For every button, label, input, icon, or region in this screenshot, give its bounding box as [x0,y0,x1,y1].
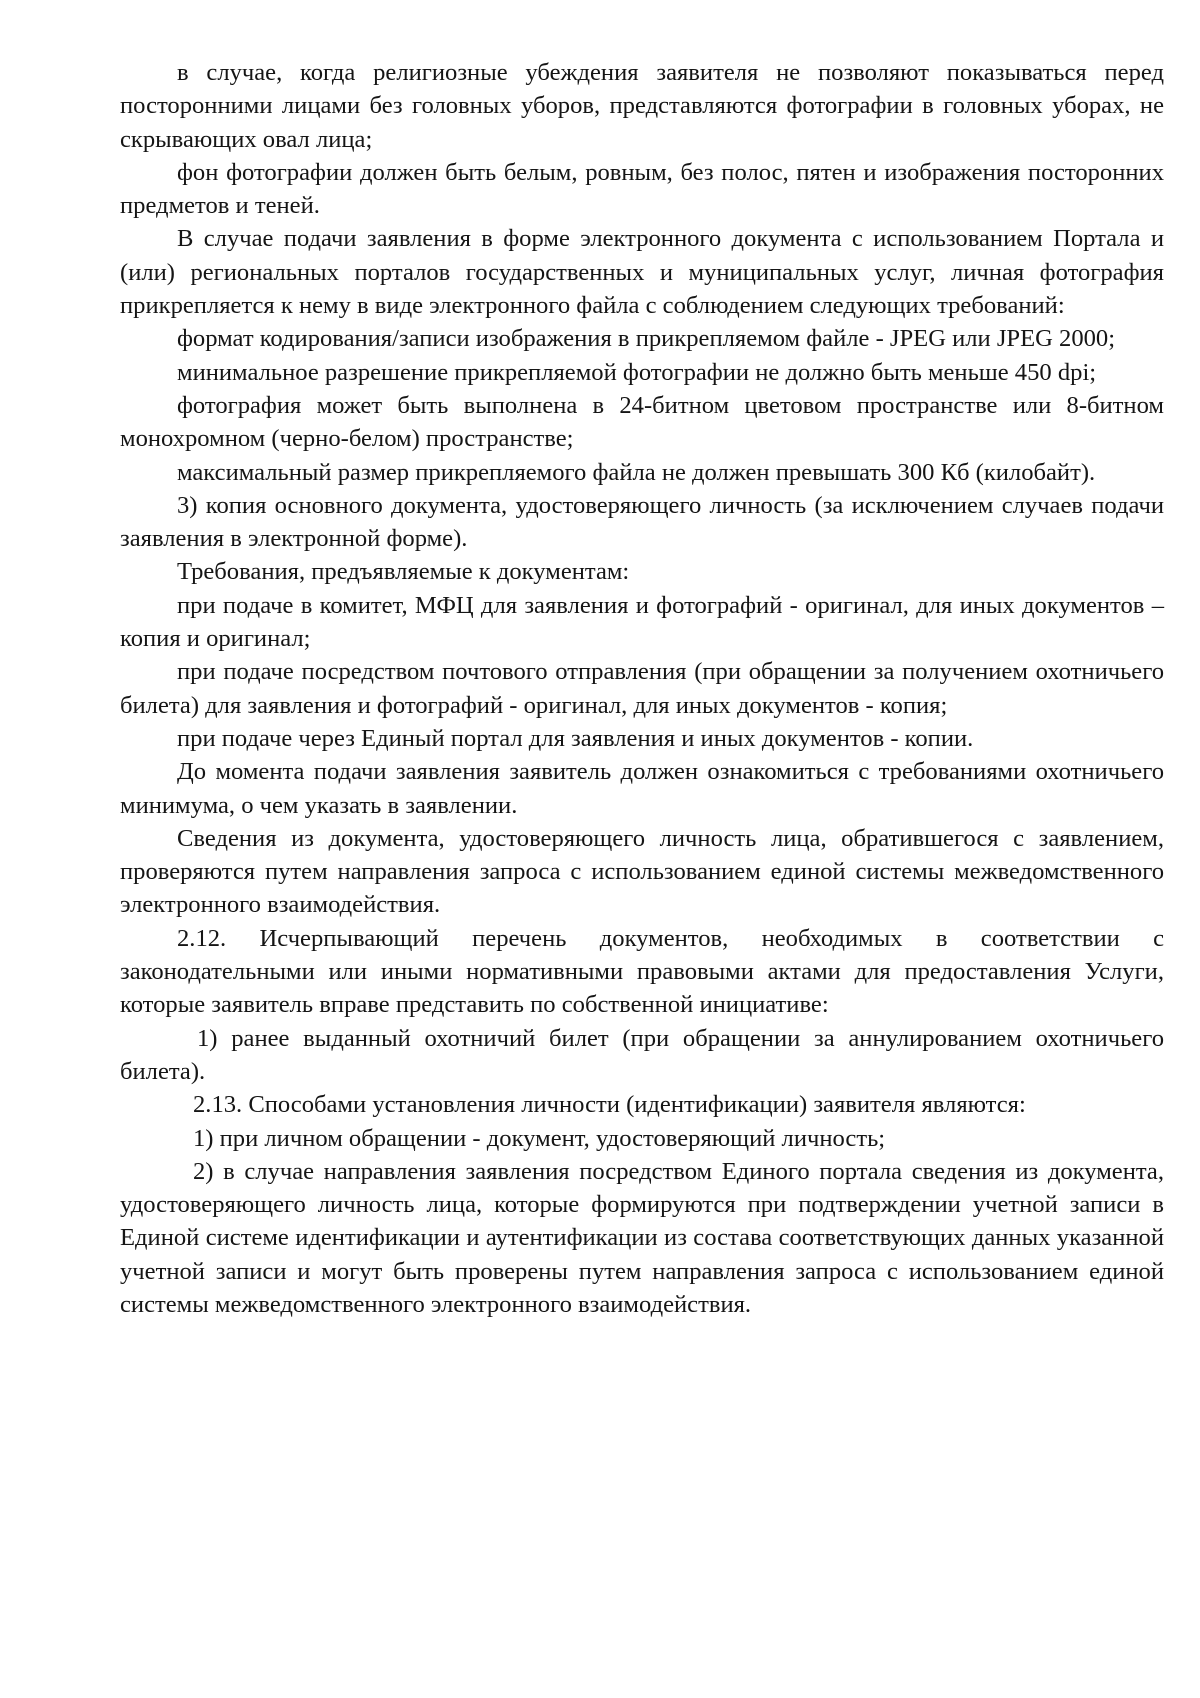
document-page [120,56,1164,1321]
paragraph-section-2-12: 2.12. Исчерпывающий перечень документов, необходимых в соответствии с законодательными или иными нормативными правовыми актами для предоставления Услуги, которые заявитель вправе представить по собственной инициативе: [120,924,1164,1019]
paragraph-personal-appeal: 1) при личном обращении - документ, удостоверяющий личность; [193,1124,886,1152]
paragraph-requirements-heading: Требования, предъявляемые к документам: [177,558,630,586]
paragraph-file-format: формат кодирования/записи изображения в прикрепляемом файле - JPEG или JPEG 2000; [177,325,1116,353]
paragraph-hunting-minimum: До момента подачи заявления заявитель должен ознакомиться с требованиями охотничьего минимума, о чем указать в заявлении. [120,758,1164,819]
paragraph-resolution: минимальное разрешение прикрепляемой фотографии не должно быть меньше 450 dpi; [177,358,1097,386]
paragraph-committee-submission: при подаче в комитет, МФЦ для заявления и фотографий - оригинал, для иных документов – копия и оригинал; [120,591,1164,653]
paragraph-identity-check: Сведения из документа, удостоверяющего личность лица, обратившегося с заявлением, проверяются путем направления запроса с использованием единой системы межведомственного электронного взаимодействия. [120,824,1164,919]
paragraph-unified-portal: 2) в случае направления заявления посредством Единого портала сведения из документа, удостоверяющего личность лица, которые формируются при подтверждении учетной записи в Единой системе идентификации и аутентификации из состава соответствующих данных указанной учетной записи и могут быть проверены путем направления запроса с использованием единой системы межведомственного электронного взаимодействия. [120,1157,1164,1318]
paragraph-section-2-13: 2.13. Способами установления личности (идентификации) заявителя являются: [193,1091,1026,1119]
paragraph-file-size: максимальный размер прикрепляемого файла не должен превышать 300 Кб (килобайт). [177,458,1096,486]
paragraph-portal-submission: при подаче через Единый портал для заявления и иных документов - копии. [177,724,974,752]
paragraph-postal-submission: при подаче посредством почтового отправления (при обращении за получением охотничьего билета) для заявления и фотографий - оригинал, для иных документов - копия; [120,658,1164,719]
paragraph-previous-ticket: 1) ранее выданный охотничий билет (при обращении за аннулированием охотничьего билета). [120,1024,1164,1085]
paragraph-headwear: в случае, когда религиозные убеждения заявителя не позволяют показываться перед посторонними лицами без головных уборов, представляются фотографии в головных уборах, не скрывающих овал лица; [120,59,1164,153]
paragraph-electronic-submission: В случае подачи заявления в форме электронного документа с использованием Портала и (или) региональных порталов государственных и муниципальных услуг, личная фотография прикрепляется к нему в виде электронного файла с соблюдением следующих требований: [120,225,1164,320]
paragraph-color-space: фотография может быть выполнена в 24-битном цветовом пространстве или 8-битном монохромном (черно-белом) пространстве; [120,391,1164,453]
paragraph-background: фон фотографии должен быть белым, ровным, без полос, пятен и изображения посторонних предметов и теней. [120,158,1164,220]
paragraph-id-copy: 3) копия основного документа, удостоверяющего личность (за исключением случаев подачи заявления в электронной форме). [120,491,1164,553]
